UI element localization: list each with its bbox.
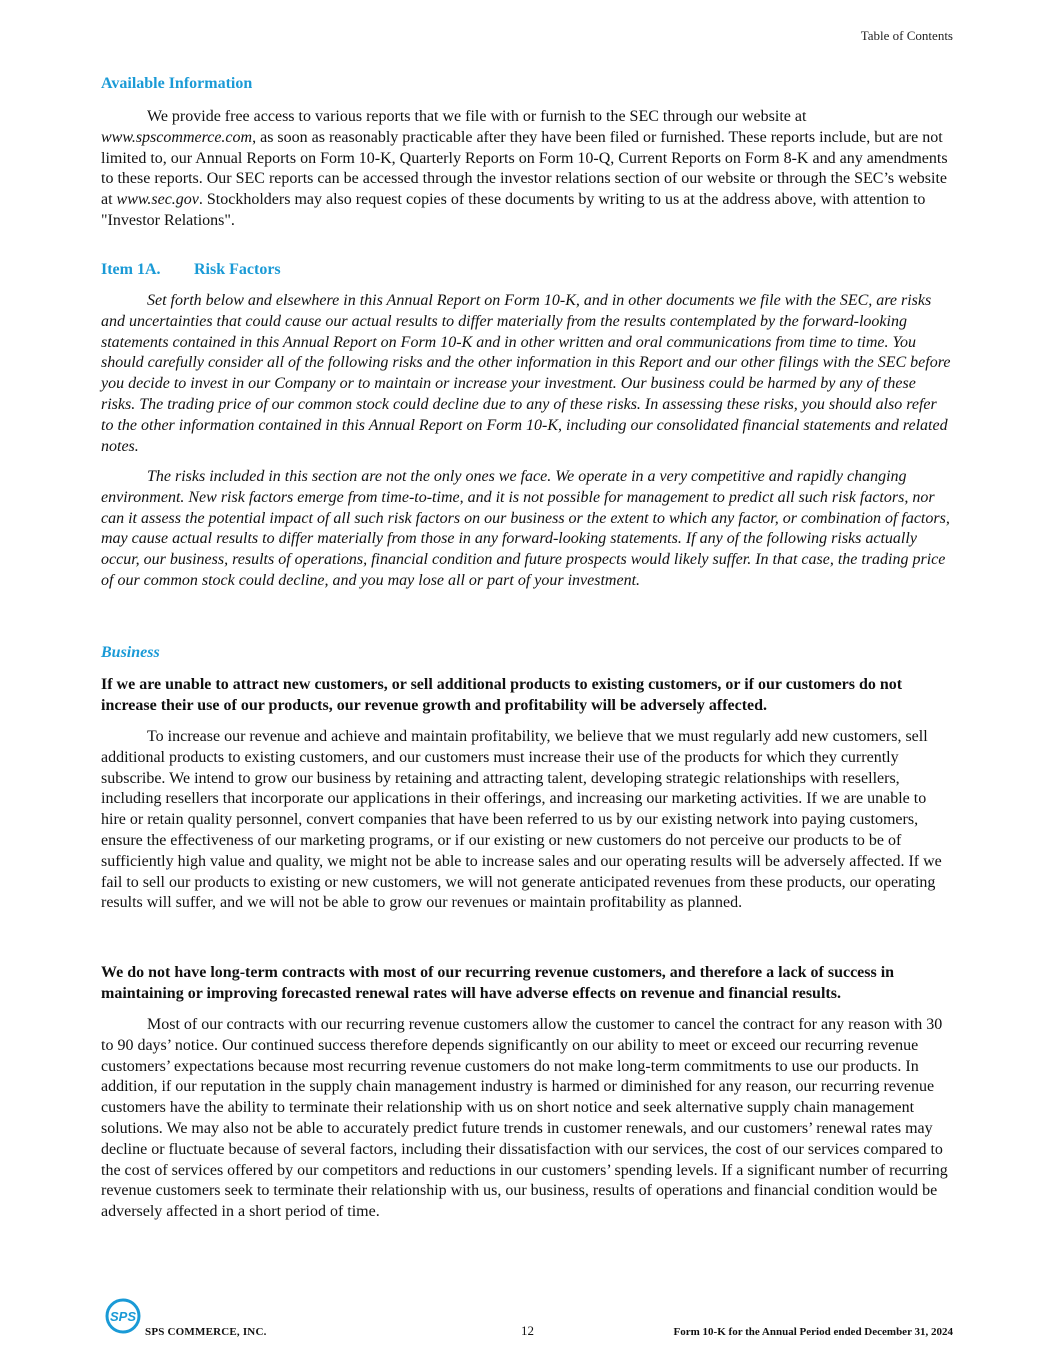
risk-2-heading: We do not have long-term contracts with most of our recurring revenue customers, and therefore a lack of success in maintaining or improving forecasted renewal rates will have adverse effects on revenue and financial results. xyxy=(101,964,895,1002)
risk-2-body xyxy=(101,1015,953,1223)
item-title: Risk Factors xyxy=(194,261,281,278)
table-of-contents-link[interactable]: Table of Contents xyxy=(860,28,953,43)
available-info-text-a: We provide free access to various reports that we file with or furnish to the SEC through our website at xyxy=(147,108,807,125)
svg-text:SPS: SPS xyxy=(109,1309,137,1324)
risk-1-body xyxy=(101,727,953,914)
business-section-heading: Business xyxy=(101,644,160,661)
risk-intro-2-text: The risks included in this section are not the only ones we face. We operate in a very competitive and rapidly changing environment. New risk factors emerge from time-to-time, and it is not possible for management to predict all such risk factors, nor can it assess the potential impact of all such risk factors on our business or the extent to which any factor, or combination of factors, may cause actual results to differ materially from those in any forward-looking statements. If any of the following risks actually occur, our business, results of operations, financial condition and future prospects would likely suffer. In that case, the trading price of our common stock could decline, and you may lose all or part of your investment. xyxy=(101,468,950,589)
available-info-text-b: , as soon as reasonably practicable after they have been filed or furnished. These reports include, but are not limited to, our Annual Reports on Form 10-K, Quarterly Reports on Form 10-Q, Current Reports on Form 8-K and any amendments to these reports. Our SEC reports can be accessed through the investor relations section of our website or through the SEC’s website at xyxy=(101,128,948,209)
available-information-heading: Available Information xyxy=(101,75,253,92)
risk-1-heading: If we are unable to attract new customers, or sell additional products to existing customers, or if our customers do not increase their use of our products, our revenue growth and profitability will be adversely affected. xyxy=(101,676,903,714)
company-name: SPS COMMERCE, INC. xyxy=(145,1326,267,1338)
item-number: Item 1A. xyxy=(101,261,161,278)
risk-factors-intro-paragraph-2 xyxy=(101,467,953,592)
sps-logo-icon xyxy=(105,1298,141,1334)
form-period-note: Form 10-K for the Annual Period ended December 31, 2024 xyxy=(673,1326,953,1338)
company-website-link[interactable]: www.spscommerce.com xyxy=(101,128,253,146)
page-number: 12 xyxy=(521,1323,534,1338)
document-page xyxy=(101,0,953,1365)
risk-factors-intro-paragraph-1 xyxy=(101,291,953,457)
available-information-paragraph xyxy=(101,107,953,232)
page-footer xyxy=(101,1298,953,1348)
risk-factors-heading xyxy=(101,260,281,280)
available-info-text-c: . Stockholders may also request copies of these documents by writing to us at the address above, with attention to "Investor Relations". xyxy=(101,191,926,229)
risk-2-body-text: Most of our contracts with our recurring revenue customers allow the customer to cancel the contract for any reason with 30 to 90 days’ notice. Our continued success therefore depends significantly on our ability to meet or exceed our recurring revenue customers’ expectations because most recurring revenue customers do not make long-term commitments to use our products. In addition, if our reputation in the supply chain management industry is harmed or diminished for any reason, our recurring revenue customers have the ability to terminate their relationship with us on short notice and seek alternative supply chain management solutions. We may also not be able to accurately predict future trends in customer renewals, and our customers’ renewal rates may decline or fluctuate because of several factors, including their dissatisfaction with our services, the cost of our services compared to the cost of services offered by our competitors and reductions in our customers’ spending levels. If a significant number of recurring revenue customers seek to terminate their relationship with us, our business, results of operations and financial condition would be adversely affected in a short period of time. xyxy=(101,1016,948,1221)
risk-1-body-text: To increase our revenue and achieve and maintain profitability, we believe that we must regularly add new customers, sell additional products to existing customers, and our customers must increase their use of the products for which they currently subscribe. We intend to grow our business by retaining and attracting talent, developing strategic relationships with resellers, including resellers that incorporate our applications in their offerings, and increasing our marketing activities. If we are unable to hire or retain quality personnel, convert companies that have been referred to us by our existing network into paying customers, ensure the effectiveness of our marketing programs, or if our existing or new customers do not perceive our products to be of sufficiently high value and quality, we might not be able to increase sales and our operating results will be adversely affected. If we fail to sell our products to existing or new customers, we will not generate anticipated revenues from these products, our operating results will suffer, and we will not be able to grow our revenues or maintain profitability as planned. xyxy=(101,728,942,912)
risk-intro-1-text: Set forth below and elsewhere in this Annual Report on Form 10-K, and in other documents we file with the SEC, are risks and uncertainties that could cause our actual results to differ materially from the results contemplated by the forward-looking statements contained in this Annual Report on Form 10-K and in other written and oral communications from time to time. You should carefully consider all of the following risks and the other information in this Report and our other filings with the SEC before you decide to invest in our Company or to maintain or increase your investment. Our business could be harmed by any of these risks. The trading price of our common stock could decline due to any of these risks. In assessing these risks, you should also refer to the other information contained in this Annual Report on Form 10-K, including our consolidated financial statements and related notes. xyxy=(101,292,951,455)
sec-website-link[interactable]: www.sec.gov xyxy=(116,191,199,209)
